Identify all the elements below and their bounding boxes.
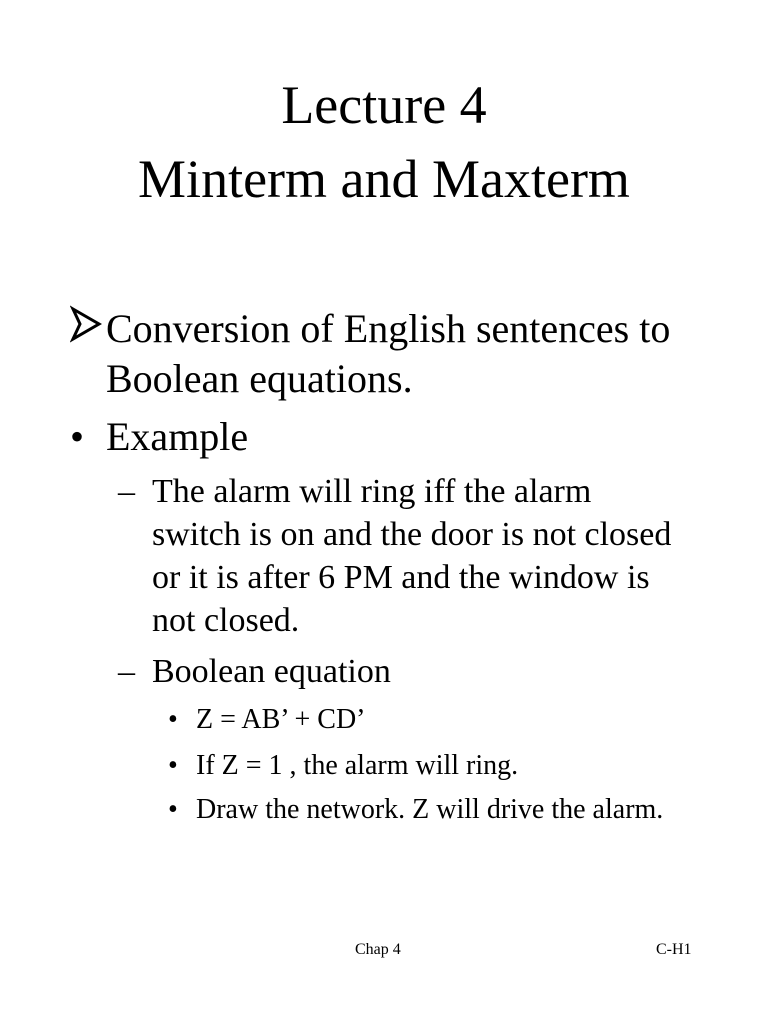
bullet-condition-marker: • [168, 750, 178, 781]
bullet-equation-text: Z = AB’ + CD’ [196, 704, 366, 735]
bullet-boolean-equation-marker: – [118, 653, 135, 690]
bullet-example-marker: • [70, 414, 85, 459]
slide-title [0, 68, 768, 216]
bullet-intro-text: Conversion of English sentences to Boolean equations. [106, 306, 671, 401]
bullet-condition-text: If Z = 1 , the alarm will ring. [196, 750, 519, 781]
footer-chapter: Chap 4 [355, 941, 401, 958]
title-line-2: Minterm and Maxterm [138, 149, 630, 209]
arrow-bullet-icon [70, 304, 106, 344]
footer-code: C-H1 [656, 941, 692, 958]
bullet-sentence-marker: – [118, 473, 135, 510]
bullet-equation-marker: • [168, 704, 178, 735]
bullet-boolean-equation-text: Boolean equation [152, 653, 391, 690]
bullet-draw-text: Draw the network. Z will drive the alarm. [196, 794, 664, 825]
title-line-1: Lecture 4 [281, 75, 487, 135]
bullet-draw-marker: • [168, 794, 178, 825]
bullet-example-text: Example [106, 414, 249, 459]
bullet-sentence-text: The alarm will ring iff the alarm switch is on and the door is not closed or it is after 6 PM and the window is not closed. [152, 473, 672, 639]
